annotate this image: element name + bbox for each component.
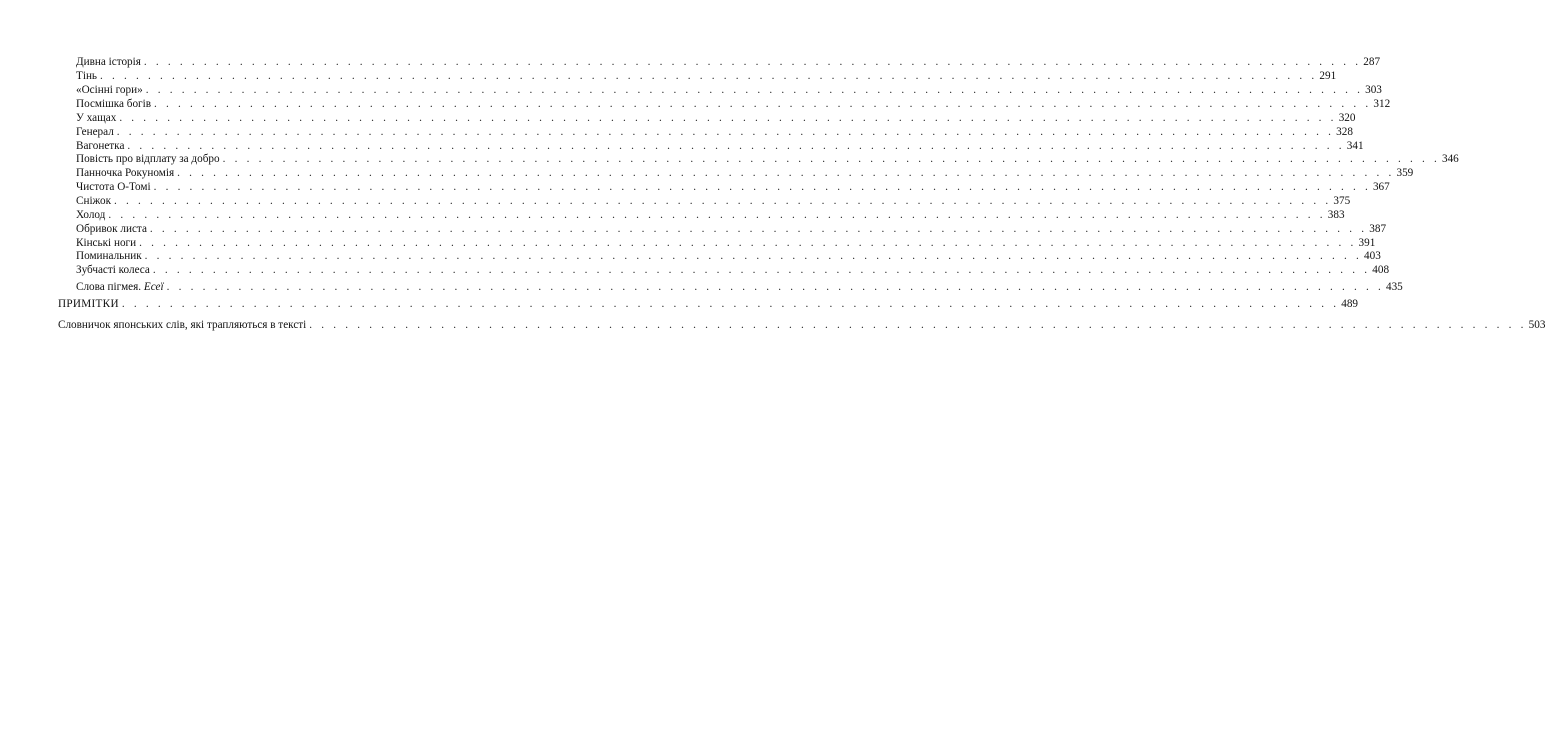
toc-entry-page: 291 xyxy=(1319,70,1337,82)
toc-entry-title: Вагонетка xyxy=(76,140,125,152)
dot-leader: . . . . . . . . . . . . . . . . . . . . . . . . . . . . . . . . . . . . . . . . . . . . . . . . . . . . . . . . . . . . . . . . . . . . . . . . . . . . . . . . . . . . . . . . . . . . . . . . . . . . . . xyxy=(145,84,1364,96)
toc-entry xyxy=(76,237,1376,251)
toc-entry-title: Кінські ноги xyxy=(76,237,137,249)
toc-entry xyxy=(76,167,1414,181)
dot-leader: . . . . . . . . . . . . . . . . . . . . . . . . . . . . . . . . . . . . . . . . . . . . . . . . . . . . . . . . . . . . . . . . . . . . . . . . . . . . . . . . . . . . . . . . . . . . . . . . . . . . . . xyxy=(121,298,1340,310)
toc-entry-page: 408 xyxy=(1372,264,1390,276)
toc-entry-page: 341 xyxy=(1346,140,1364,152)
toc-entry-pygmy xyxy=(76,281,1403,295)
dot-leader: . . . . . . . . . . . . . . . . . . . . . . . . . . . . . . . . . . . . . . . . . . . . . . . . . . . . . . . . . . . . . . . . . . . . . . . . . . . . . . . . . . . . . . . . . . . . . . . . . . . . . . xyxy=(100,70,1318,82)
toc-entry-title: У хащах xyxy=(76,112,117,124)
dot-leader: . . . . . . . . . . . . . . . . . . . . . . . . . . . . . . . . . . . . . . . . . . . . . . . . . . . . . . . . . . . . . . . . . . . . . . . . . . . . . . . . . . . . . . . . . . . . . . . . . . . . . . xyxy=(153,181,1371,193)
dot-leader: . . . . . . . . . . . . . . . . . . . . . . . . . . . . . . . . . . . . . . . . . . . . . . . . . . . . . . . . . . . . . . . . . . . . . . . . . . . . . . . . . . . . . . . . . . . . . . . . . . . . . . xyxy=(127,140,1345,152)
toc-entry-page: 328 xyxy=(1336,126,1353,138)
dot-leader: . . . . . . . . . . . . . . . . . . . . . . . . . . . . . . . . . . . . . . . . . . . . . . . . . . . . . . . . . . . . . . . . . . . . . . . . . . . . . . . . . . . . . . . . . . . . . . . . . . . . . . xyxy=(144,250,1363,262)
toc-entry-page: 346 xyxy=(1441,153,1459,165)
toc-entry-title: Генерал xyxy=(76,126,114,138)
toc-entry-page: 320 xyxy=(1338,112,1356,124)
dot-leader: . . . . . . . . . . . . . . . . . . . . . . . . . . . . . . . . . . . . . . . . . . . . . . . . . . . . . . . . . . . . . . . . . . . . . . . . . . . . . . . . . . . . . . . . . . . . . . . . . . . . . . xyxy=(108,209,1326,221)
dot-leader: . . . . . . . . . . . . . . . . . . . . . . . . . . . . . . . . . . . . . . . . . . . . . . . . . . . . . . . . . . . . . . . . . . . . . . . . . . . . . . . . . . . . . . . . . . . . . . . . . . . . . . xyxy=(152,264,1371,276)
toc-entry-page: 303 xyxy=(1365,84,1382,96)
toc-section-glossary xyxy=(58,319,1545,333)
toc-entry xyxy=(76,223,1387,237)
dot-leader: . . . . . . . . . . . . . . . . . . . . . . . . . . . . . . . . . . . . . . . . . . . . . . . . . . . . . . . . . . . . . . . . . . . . . . . . . . . . . . . . . . . . . . . . . . . . . . . . . . . . . . xyxy=(166,281,1384,293)
toc-entry xyxy=(76,112,1356,126)
dot-leader: . . . . . . . . . . . . . . . . . . . . . . . . . . . . . . . . . . . . . . . . . . . . . . . . . . . . . . . . . . . . . . . . . . . . . . . . . . . . . . . . . . . . . . . . . . . . . . . . . . . . . . xyxy=(119,112,1337,124)
toc-entry xyxy=(76,98,1391,112)
toc-section-notes xyxy=(58,298,1358,312)
toc-entry xyxy=(76,181,1390,195)
toc-section-title: Словничок японських слів, які трапляються в тексті xyxy=(58,319,307,331)
toc-section-page: 489 xyxy=(1341,298,1358,310)
toc-entry-title: «Осінні гори» xyxy=(76,84,143,96)
dot-leader: . . . . . . . . . . . . . . . . . . . . . . . . . . . . . . . . . . . . . . . . . . . . . . . . . . . . . . . . . . . . . . . . . . . . . . . . . . . . . . . . . . . . . . . . . . . . . . . . . . . . . . xyxy=(149,223,1368,235)
toc-entry xyxy=(76,140,1364,154)
toc-entry-title: Обривок листа xyxy=(76,223,147,235)
dot-leader: . . . . . . . . . . . . . . . . . . . . . . . . . . . . . . . . . . . . . . . . . . . . . . . . . . . . . . . . . . . . . . . . . . . . . . . . . . . . . . . . . . . . . . . . . . . . . . . . . . . . . . xyxy=(177,167,1395,179)
toc-entry-page: 403 xyxy=(1364,250,1381,262)
toc-entry-title: Дивна історія xyxy=(76,56,141,68)
toc-entry-page: 287 xyxy=(1363,56,1381,68)
toc-entry-title: Панночка Рокуномія xyxy=(76,167,175,179)
toc-entry xyxy=(76,70,1337,84)
toc-section-page: 503 xyxy=(1528,319,1545,331)
dot-leader: . . . . . . . . . . . . . . . . . . . . . . . . . . . . . . . . . . . . . . . . . . . . . . . . . . . . . . . . . . . . . . . . . . . . . . . . . . . . . . . . . . . . . . . . . . . . . . . . . . . . . . xyxy=(139,237,1357,249)
toc-entry-page: 367 xyxy=(1372,181,1390,193)
toc-entry xyxy=(76,264,1390,278)
toc-entry-title: Посмішка богів xyxy=(76,98,152,110)
toc-entry xyxy=(76,126,1353,140)
toc-entry-page: 312 xyxy=(1373,98,1391,110)
toc-entry xyxy=(76,195,1351,209)
toc-entry-title: Чистота О-Томі xyxy=(76,181,151,193)
toc-entry-page: 383 xyxy=(1327,209,1345,221)
toc-entry-page: 387 xyxy=(1369,223,1387,235)
toc-entry-title-main: Слова пігмея. xyxy=(76,281,144,293)
dot-leader: . . . . . . . . . . . . . . . . . . . . . . . . . . . . . . . . . . . . . . . . . . . . . . . . . . . . . . . . . . . . . . . . . . . . . . . . . . . . . . . . . . . . . . . . . . . . . . . . . . . . . . xyxy=(114,195,1332,207)
toc-entry-title: Сніжок xyxy=(76,195,112,207)
toc-entry-title: Тінь xyxy=(76,70,98,82)
toc-entry-page: 359 xyxy=(1396,167,1414,179)
toc-entry-title: Повість про відплату за добро xyxy=(76,153,220,165)
dot-leader: . . . . . . . . . . . . . . . . . . . . . . . . . . . . . . . . . . . . . . . . . . . . . . . . . . . . . . . . . . . . . . . . . . . . . . . . . . . . . . . . . . . . . . . . . . . . . . . . . . . . . . xyxy=(116,126,1335,138)
toc-entry-title: Зубчасті колеса xyxy=(76,264,150,276)
toc-section-title: ПРИМІТКИ xyxy=(58,298,119,310)
toc-entry xyxy=(76,209,1345,223)
toc-entry-title: Поминальник xyxy=(76,250,142,262)
toc-entry xyxy=(76,250,1381,264)
dot-leader: . . . . . . . . . . . . . . . . . . . . . . . . . . . . . . . . . . . . . . . . . . . . . . . . . . . . . . . . . . . . . . . . . . . . . . . . . . . . . . . . . . . . . . . . . . . . . . . . . . . . . . xyxy=(222,153,1440,165)
toc-entry-title-italic: Есеї xyxy=(143,281,164,293)
toc-entry xyxy=(76,56,1381,70)
toc-entry-title xyxy=(76,281,167,295)
toc-entry xyxy=(76,84,1382,98)
dot-leader: . . . . . . . . . . . . . . . . . . . . . . . . . . . . . . . . . . . . . . . . . . . . . . . . . . . . . . . . . . . . . . . . . . . . . . . . . . . . . . . . . . . . . . . . . . . . . . . . . . . . . . xyxy=(154,98,1372,110)
dot-leader: . . . . . . . . . . . . . . . . . . . . . . . . . . . . . . . . . . . . . . . . . . . . . . . . . . . . . . . . . . . . . . . . . . . . . . . . . . . . . . . . . . . . . . . . . . . . . . . . . . . . . . xyxy=(309,319,1527,331)
toc-entry-page: 375 xyxy=(1333,195,1351,207)
toc-entry-page: 435 xyxy=(1385,281,1403,293)
dot-leader: . . . . . . . . . . . . . . . . . . . . . . . . . . . . . . . . . . . . . . . . . . . . . . . . . . . . . . . . . . . . . . . . . . . . . . . . . . . . . . . . . . . . . . . . . . . . . . . . . . . . . . xyxy=(143,56,1362,68)
toc-entry-title: Холод xyxy=(76,209,106,221)
toc-entry xyxy=(76,153,1459,167)
toc-entry-page: 391 xyxy=(1358,237,1376,249)
